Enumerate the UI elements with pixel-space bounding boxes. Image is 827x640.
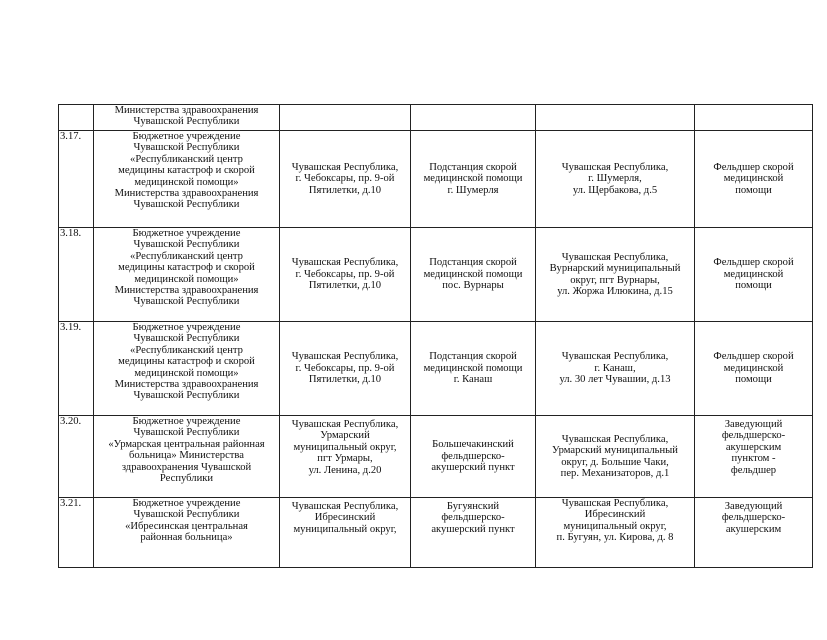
row-number-cell: 3.17. (59, 131, 94, 228)
unit-cell: Подстанция скорой медицинской помощи г. Канаш (411, 322, 536, 416)
row-number-cell: 3.21. (59, 498, 94, 568)
address-cell: Чувашская Республика, Ибресинский муниципальный округ, (280, 498, 411, 568)
unit-cell: Подстанция скорой медицинской помощи г. Шумерля (411, 131, 536, 228)
table-row (59, 498, 813, 568)
organization-cell: Бюджетное учреждение Чувашской Республики «Республиканский центр медицины катастроф и скорой медицинской помощи» Министерства здравоохранения Чувашской Республики (94, 228, 280, 322)
unit-cell: Бугуянский фельдшерско- акушерский пункт (411, 498, 536, 568)
location-cell: Чувашская Республика, Ибресинский муниципальный округ, п. Бугуян, ул. Кирова, д. 8 (536, 498, 695, 568)
address-cell: Чувашская Республика, г. Чебоксары, пр. 9-ой Пятилетки, д.10 (280, 228, 411, 322)
position-cell (695, 105, 813, 131)
organization-cell: Бюджетное учреждение Чувашской Республики «Республиканский центр медицины катастроф и скорой медицинской помощи» Министерства здравоохранения Чувашской Республики (94, 131, 280, 228)
row-number-cell: 3.18. (59, 228, 94, 322)
position-cell: Фельдшер скорой медицинской помощи (695, 228, 813, 322)
row-number-cell (59, 105, 94, 131)
facilities-table (58, 104, 813, 568)
location-cell (536, 105, 695, 131)
unit-cell: Большечакинский фельдшерско- акушерский пункт (411, 416, 536, 498)
address-cell: Чувашская Республика, Урмарский муниципальный округ, пгт Урмары, ул. Ленина, д.20 (280, 416, 411, 498)
address-cell: Чувашская Республика, г. Чебоксары, пр. 9-ой Пятилетки, д.10 (280, 131, 411, 228)
position-cell: Заведующий фельдшерско- акушерским пунктом - фельдшер (695, 416, 813, 498)
organization-cell: Министерства здравоохранения Чувашской Республики (94, 105, 280, 131)
address-cell (280, 105, 411, 131)
table-row (59, 105, 813, 131)
row-number-cell: 3.20. (59, 416, 94, 498)
unit-cell: Подстанция скорой медицинской помощи пос. Вурнары (411, 228, 536, 322)
row-number-cell: 3.19. (59, 322, 94, 416)
organization-cell: Бюджетное учреждение Чувашской Республики «Республиканский центр медицины катастроф и скорой медицинской помощи» Министерства здравоохранения Чувашской Республики (94, 322, 280, 416)
organization-cell: Бюджетное учреждение Чувашской Республики «Ибресинская центральная районная больница» (94, 498, 280, 568)
table-row (59, 416, 813, 498)
location-cell: Чувашская Республика, Урмарский муниципальный округ, д. Большие Чаки, пер. Механизаторов, д.1 (536, 416, 695, 498)
unit-cell (411, 105, 536, 131)
address-cell: Чувашская Республика, г. Чебоксары, пр. 9-ой Пятилетки, д.10 (280, 322, 411, 416)
table-row (59, 228, 813, 322)
location-cell: Чувашская Республика, г. Шумерля, ул. Щербакова, д.5 (536, 131, 695, 228)
table-row (59, 131, 813, 228)
location-cell: Чувашская Республика, г. Канаш, ул. 30 лет Чувашии, д.13 (536, 322, 695, 416)
location-cell: Чувашская Республика, Вурнарский муниципальный округ, пгт Вурнары, ул. Жоржа Илюкина, д.15 (536, 228, 695, 322)
organization-cell: Бюджетное учреждение Чувашской Республики «Урмарская центральная районная больница» Министерства здравоохранения Чувашской Республики (94, 416, 280, 498)
table-row (59, 322, 813, 416)
position-cell: Фельдшер скорой медицинской помощи (695, 322, 813, 416)
position-cell: Фельдшер скорой медицинской помощи (695, 131, 813, 228)
position-cell: Заведующий фельдшерско- акушерским (695, 498, 813, 568)
